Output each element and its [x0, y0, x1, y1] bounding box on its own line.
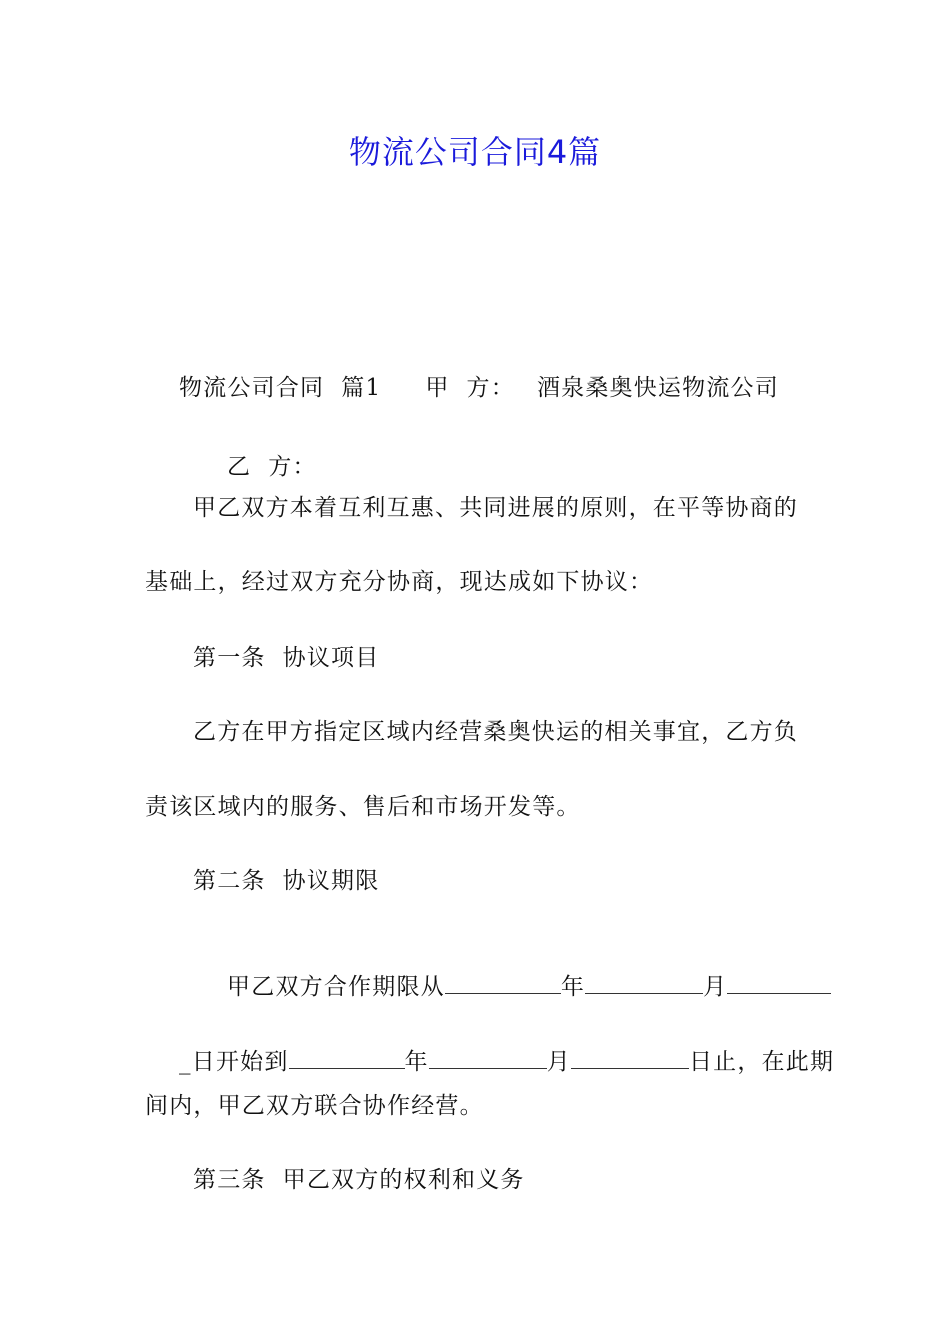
term-from-label: 甲乙双方合作期限从 [227, 974, 445, 1000]
article-2-heading: 第二条 协议期限 [193, 868, 380, 894]
article-2-line-3: 间内，甲乙双方联合协作经营。 [145, 1093, 484, 1119]
year-label: 年 [560, 974, 586, 1000]
month-label: 月 [546, 1049, 571, 1075]
end-month-blank[interactable] [429, 1046, 547, 1069]
month-label: 月 [703, 974, 728, 1000]
term-end-label: 日止，在此期 [688, 1049, 835, 1075]
document-title: 物流公司合同4篇 [348, 133, 602, 171]
article-1-line-1: 乙方在甲方指定区域内经营桑奥快运的相关事宜，乙方负 [193, 719, 798, 745]
party-a-value: 酒泉桑奥快运物流公司 [536, 375, 779, 401]
start-day-blank[interactable] [727, 971, 831, 994]
party-b-label: 乙 方： [227, 454, 317, 480]
start-month-blank[interactable] [585, 971, 703, 994]
intro-paragraph-line-1: 甲乙双方本着互利互惠、共同进展的原则，在平等协商的 [193, 495, 798, 521]
intro-paragraph-line-2: 基础上，经过双方充分协商，现达成如下协议： [145, 569, 654, 595]
section-heading: 物流公司合同 篇1 [179, 375, 382, 401]
party-a-label: 甲 方： [425, 375, 515, 401]
start-year-blank[interactable] [445, 971, 561, 994]
year-label: 年 [404, 1049, 429, 1075]
end-day-blank[interactable] [571, 1046, 689, 1069]
end-year-blank[interactable] [289, 1046, 405, 1069]
article-1-line-2: 责该区域内的服务、售后和市场开发等。 [145, 794, 581, 820]
article-1-heading: 第一条 协议项目 [193, 645, 380, 671]
day-start-label: _日开始到 [179, 1049, 289, 1075]
section-heading-line [145, 343, 810, 433]
article-3-heading: 第三条 甲乙双方的权利和义务 [193, 1167, 525, 1193]
